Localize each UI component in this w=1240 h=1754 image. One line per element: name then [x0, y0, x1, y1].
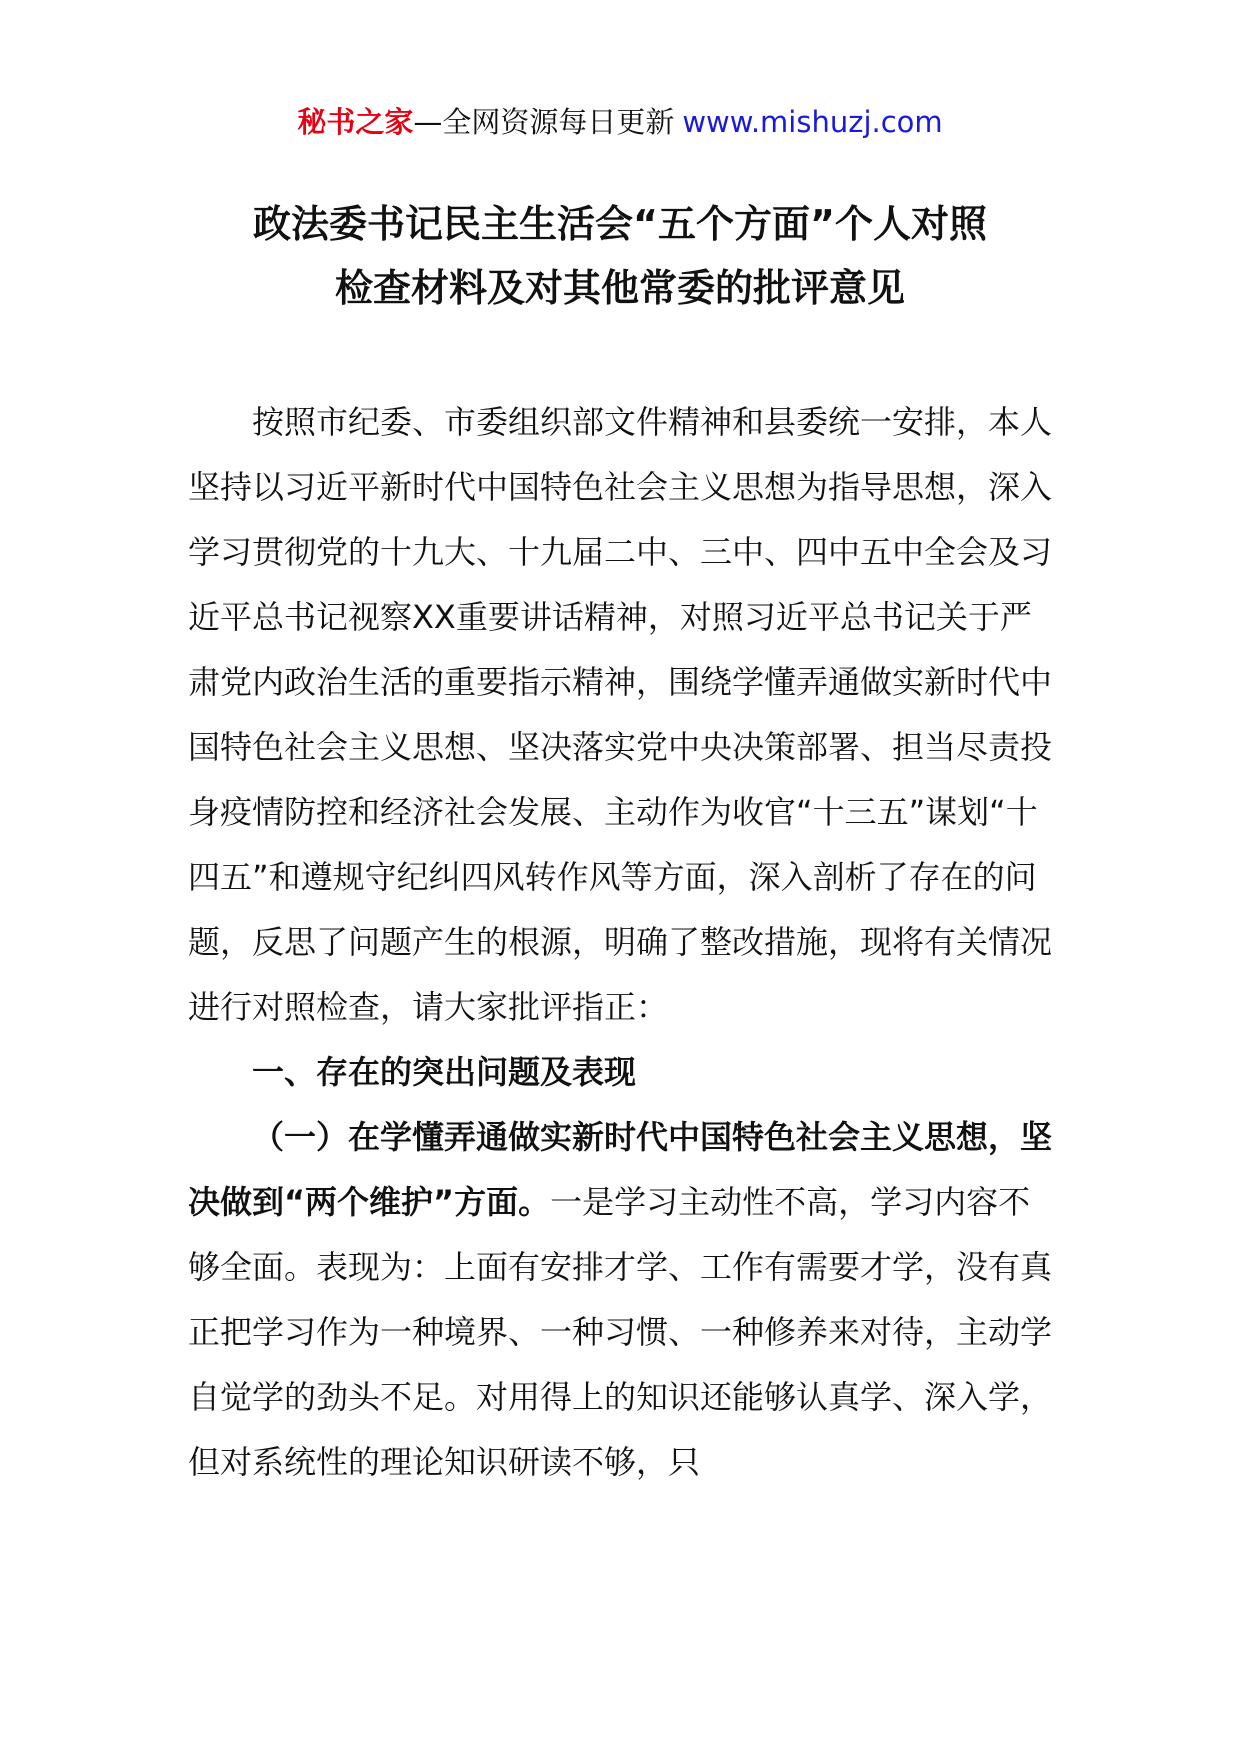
- subsection-paragraph: [188, 1105, 1058, 1495]
- document-body: [188, 390, 1058, 1495]
- title-line-2: 检查材料及对其他常委的批评意见: [334, 266, 905, 310]
- intro-paragraph: 按照市纪委、市委组织部文件精神和县委统一安排，本人坚持以习近平新时代中国特色社会主义思想为指导思想，深入学习贯彻党的十九大、十九届二中、三中、四中五中全会及习近平总书记视察XX重要讲话精神，对照习近平总书记关于严肃党内政治生活的重要指示精神，围绕学懂弄通做实新时代中国特色社会主义思想、坚决落实党中央决策部署、担当尽责投身疫情防控和经济社会发展、主动作为收官“十三五”谋划“十四五”和遵规守纪纠四风转作风等方面，深入剖析了存在的问题，反思了问题产生的根源，明确了整改措施，现将有关情况进行对照检查，请大家批评指正：: [188, 403, 1053, 1026]
- site-slogan: —全网资源每日更新: [413, 105, 675, 139]
- site-brand: 秘书之家: [297, 105, 414, 139]
- subsection-text: 一是学习主动性不高，学习内容不够全面。表现为：上面有安排才学、工作有需要才学，没有真正把学习作为一种境界、一种习惯、一种修养来对待，主动学自觉学的劲头不足。对用得上的知识还能够认真学、深入学，但对系统性的理论知识研读不够，只: [188, 1183, 1053, 1481]
- site-header: [0, 102, 1240, 142]
- section-heading: 一、存在的突出问题及表现: [252, 1053, 637, 1091]
- subsection-heading: （一）在学懂弄通做实新时代中国特色社会主义思想，坚决做到“两个维护”方面。: [188, 1118, 1053, 1221]
- document-title: [0, 192, 1240, 320]
- title-line-1: 政法委书记民主生活会“五个方面”个人对照: [253, 202, 987, 246]
- site-url-link[interactable]: www.mishuzj.com: [682, 105, 943, 139]
